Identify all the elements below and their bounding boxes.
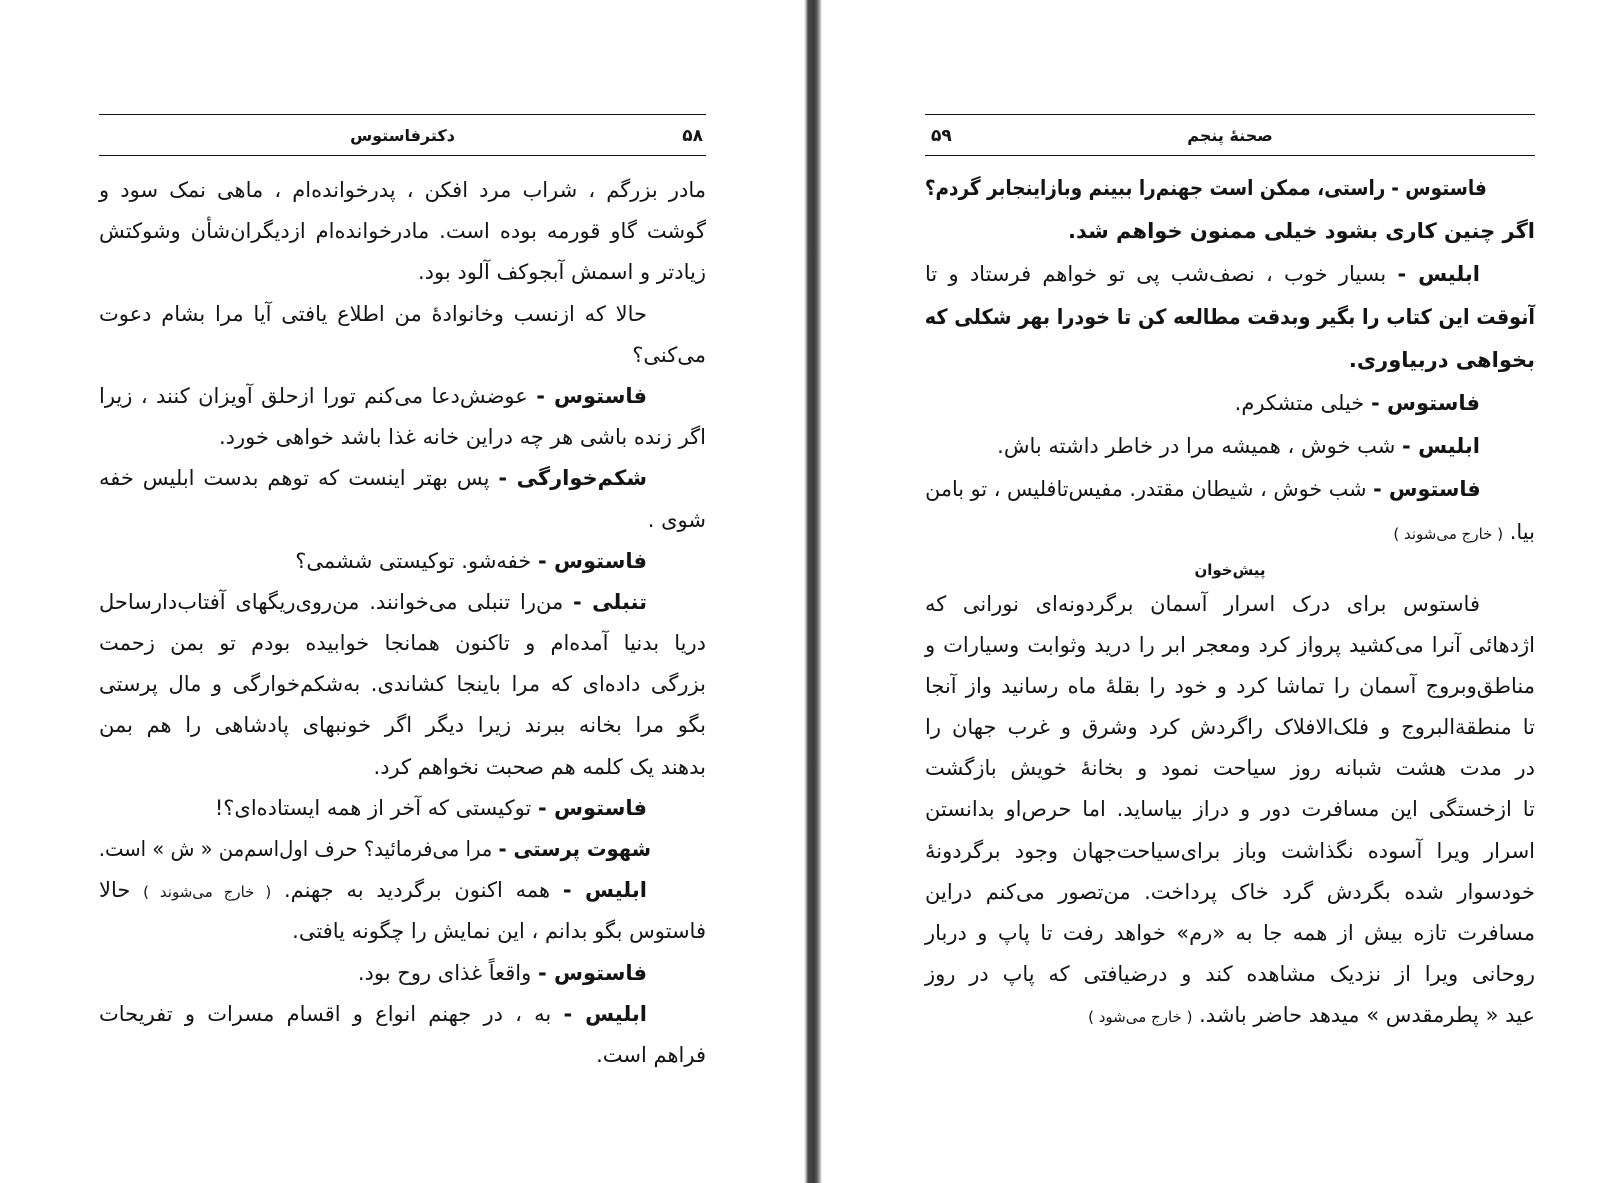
line-text: مسافرت تازه بیش از همه جا به «رم» خواهد رفت تا پاپ و دربار: [925, 920, 1535, 945]
line-text: بسیار خوب ، نصف‌شب پی تو خواهم فرستاد و تا: [925, 262, 1387, 286]
running-title: صحنهٔ پنجم: [1187, 126, 1273, 145]
line-text: توکیستی که آخر از همه ایستاده‌ای؟!: [214, 795, 532, 820]
line-text: خیلی متشکرم.: [1234, 391, 1365, 415]
line-text: فراهم است.: [596, 1042, 706, 1067]
text-line: [925, 210, 1535, 253]
dialogue-line: [925, 382, 1535, 425]
text-line: [925, 789, 1535, 830]
speaker-name: ابلیس -: [563, 1001, 647, 1026]
speaker-name: فاستوس -: [1373, 477, 1481, 501]
header-bottom-rule: [99, 155, 706, 156]
text-line: [925, 831, 1535, 872]
line-text: راستی، ممکن است جهنم‌را ببینم وبازاینجابر گردم؟: [924, 176, 1386, 200]
text-line: [925, 511, 1535, 554]
line-text: بخواهی دربیاوری.: [1348, 348, 1535, 372]
line-text: تا ازخستگی این مسافرت دور و دراز بیاساید. اما حرص‌او بدانستن: [925, 797, 1535, 822]
speaker-name: ابلیس -: [562, 878, 647, 903]
text-line: [925, 707, 1535, 748]
line-text: اسرار ویرا آسوده نگذاشت وباز برای‌سیاحت‌جهان وجود برگردونهٔ: [925, 838, 1535, 863]
line-text: حالا که ازنسب وخانوادهٔ من اطلاع یافتی آیا مرا بشام دعوت: [99, 301, 647, 326]
text-line: [925, 584, 1535, 625]
line-text: من‌را تنبلی می‌خوانند. من‌روی‌ریگهای آفتاب‌دارساحل: [99, 589, 564, 614]
line-text: گوشت گاو قورمه بوده است. مادرخوانده‌ام ازدیگران‌شأن وشوکتش: [99, 219, 706, 244]
dialogue-line: [925, 468, 1535, 511]
speaker-name: فاستوس -: [1370, 391, 1480, 415]
right-page: [925, 0, 1535, 1183]
line-text: دریا بدنیا آمده‌ام و تاکنون همانجا خوابیده بودم تو بمن زحمت: [99, 631, 706, 656]
line-text: اگر چنین کاری بشود خیلی ممنون خواهم شد.: [1067, 219, 1535, 243]
line-text: پس بهتر اینست که توهم بدست ابلیس خفه: [99, 466, 490, 491]
text-line: [99, 705, 706, 746]
page-body: [99, 170, 706, 1076]
page-body-prologue: [925, 584, 1535, 1036]
running-title: دکترفاستوس: [350, 126, 455, 145]
line-text: فاستوس بگو بدانم ، این نمایش را چگونه یافتی.: [292, 919, 706, 944]
text-line: [924, 296, 1535, 339]
line-text: فاستوس برای درک اسرار آسمان برگردونه‌ای نورانی که: [925, 592, 1480, 616]
dialogue-line: [99, 788, 706, 829]
text-line: [99, 623, 706, 664]
line-text: مرا می‌فرمائید؟ حرف اول‌اسم‌من « ش » است.: [98, 837, 493, 861]
line-text: تا منطقةالبروج و فلک‌الافلاک راگردش کرد وشرق و غرب جهان را: [925, 715, 1535, 740]
speaker-name: فاستوس -: [537, 960, 647, 985]
speaker-name: شهوت پرستی -: [498, 837, 651, 861]
text-line: [99, 911, 706, 952]
text-line: [99, 252, 706, 293]
stage-direction: ( خارج می‌شوند ): [1393, 525, 1504, 543]
line-text: در مدت هشت شبانه روز سیاحت نمود و بخانهٔ خویش بازگشت: [925, 756, 1535, 781]
section-heading: پیش‌خوان: [1194, 561, 1266, 579]
stage-direction: ( خارج می‌شود ): [1088, 1007, 1193, 1026]
line-text: زیادتر و اسمش آبجوکف آلود بود.: [417, 260, 706, 285]
text-line: [925, 666, 1535, 707]
line-text: عید « پطرمقدس » میدهد حاضر باشد.: [1199, 1002, 1535, 1027]
line-text: به ، در جهنم انواع و اقسام مسرات و تفریحات: [99, 1001, 552, 1026]
line-text: شب خوش ، همیشه مرا در خاطر داشته باش.: [997, 434, 1396, 458]
dialogue-line: [99, 458, 706, 499]
dialogue-line: [925, 253, 1535, 296]
page-number: ۵۹: [931, 126, 952, 146]
text-line: [99, 335, 706, 376]
text-line: [925, 872, 1535, 913]
line-text: بزرگی داده‌ای که مرا باینجا کشاندی. به‌شکم‌خوارگی و مال پرستی: [99, 672, 706, 697]
text-line: [925, 748, 1535, 789]
dialogue-line: [99, 376, 706, 417]
text-line: [99, 500, 706, 541]
speaker-name: فاستوس -: [537, 548, 647, 573]
line-text: مناطق‌وبروج آسمان را تماشا کرد و خود را بقلهٔ ماه رسانید واز آنجا: [925, 674, 1535, 699]
stage-direction: ( خارج می‌شوند ): [143, 883, 272, 902]
speaker-name: فاستوس -: [536, 383, 647, 408]
dialogue-line: [99, 994, 706, 1035]
header-top-rule: [925, 114, 1535, 115]
speaker-name: شکم‌خوارگی -: [498, 466, 647, 491]
line-text: شب خوش ، شیطان مقتدر. مفیس‌تافلیس ، تو بامن: [925, 477, 1367, 501]
text-line: [99, 664, 706, 705]
line-text: بدهند یک کلمه هم صحبت نخواهم کرد.: [373, 754, 706, 779]
text-line: [925, 339, 1535, 382]
text-line: [99, 170, 706, 211]
line-text: بگو مرا بخانه ببرند زیرا دیگر اگر خونبهای پادشاهی را هم بمن: [99, 713, 706, 738]
dialogue-line: [99, 582, 706, 623]
text-line: [925, 995, 1535, 1036]
text-line: [99, 294, 706, 335]
text-line: [99, 747, 706, 788]
dialogue-line: [99, 953, 706, 994]
speaker-name: ابلیس -: [1397, 262, 1480, 286]
line-text: واقعاً غذای روح بود.: [357, 960, 532, 985]
line-text: اگر زنده باشی هر چه دراین خانه غذا باشد خواهی خورد.: [218, 425, 706, 450]
line-text: آنوقت این کتاب را بگیر وبدقت مطالعه کن تا خودرا بهر شکلی که: [924, 305, 1535, 329]
speaker-name: فاستوس -: [537, 795, 647, 820]
left-page: [99, 0, 706, 1183]
line-text: عوضش‌دعا می‌کنم تورا ازحلق آویزان کنند ، زیرا: [99, 383, 528, 408]
dialogue-line: [98, 829, 706, 870]
line-text: بیا.: [1509, 520, 1535, 544]
dialogue-line: [99, 541, 706, 582]
line-text: می‌کنی؟: [632, 342, 706, 367]
page-body-dialogue: [925, 167, 1535, 554]
line-text: اژدهائی آنرا می‌کشید پرواز کرد ومعجر ابر را درید وثوابت وسیارات و: [925, 633, 1535, 658]
text-line: [99, 211, 706, 252]
speaker-name: ابلیس -: [1402, 434, 1480, 458]
line-text-after: حالا: [99, 878, 131, 903]
text-line: [99, 1035, 706, 1076]
line-text: همه اکنون برگردید به جهنم.: [284, 878, 551, 903]
line-text: خودسوار شده بگردش گرد خاک پرداخت. من‌تصور می‌کنم دراین: [925, 879, 1535, 904]
speaker-name: فاستوس -: [1391, 176, 1487, 200]
text-line: [925, 913, 1535, 954]
header-top-rule: [99, 114, 706, 115]
text-line: [99, 417, 706, 458]
text-line: [925, 625, 1535, 666]
dialogue-line: [99, 870, 706, 911]
dialogue-line: [925, 425, 1535, 468]
dialogue-line: [924, 167, 1535, 210]
book-gutter: [804, 0, 822, 1183]
text-line: [925, 954, 1535, 995]
line-text: شوی .: [647, 507, 706, 532]
line-text: خفه‌شو. توکیستی ششمی؟: [295, 548, 532, 573]
page-number: ۵۸: [682, 126, 703, 146]
header-bottom-rule: [925, 155, 1535, 156]
speaker-name: تنبلی -: [573, 589, 647, 614]
line-text: مادر بزرگم ، شراب مرد افکن ، پدرخوانده‌ام ، ماهی نمک سود و: [99, 178, 706, 202]
line-text: روحانی ویرا از نزدیک مشاهده کند و درضیافتی که پاپ در روز: [925, 961, 1535, 986]
